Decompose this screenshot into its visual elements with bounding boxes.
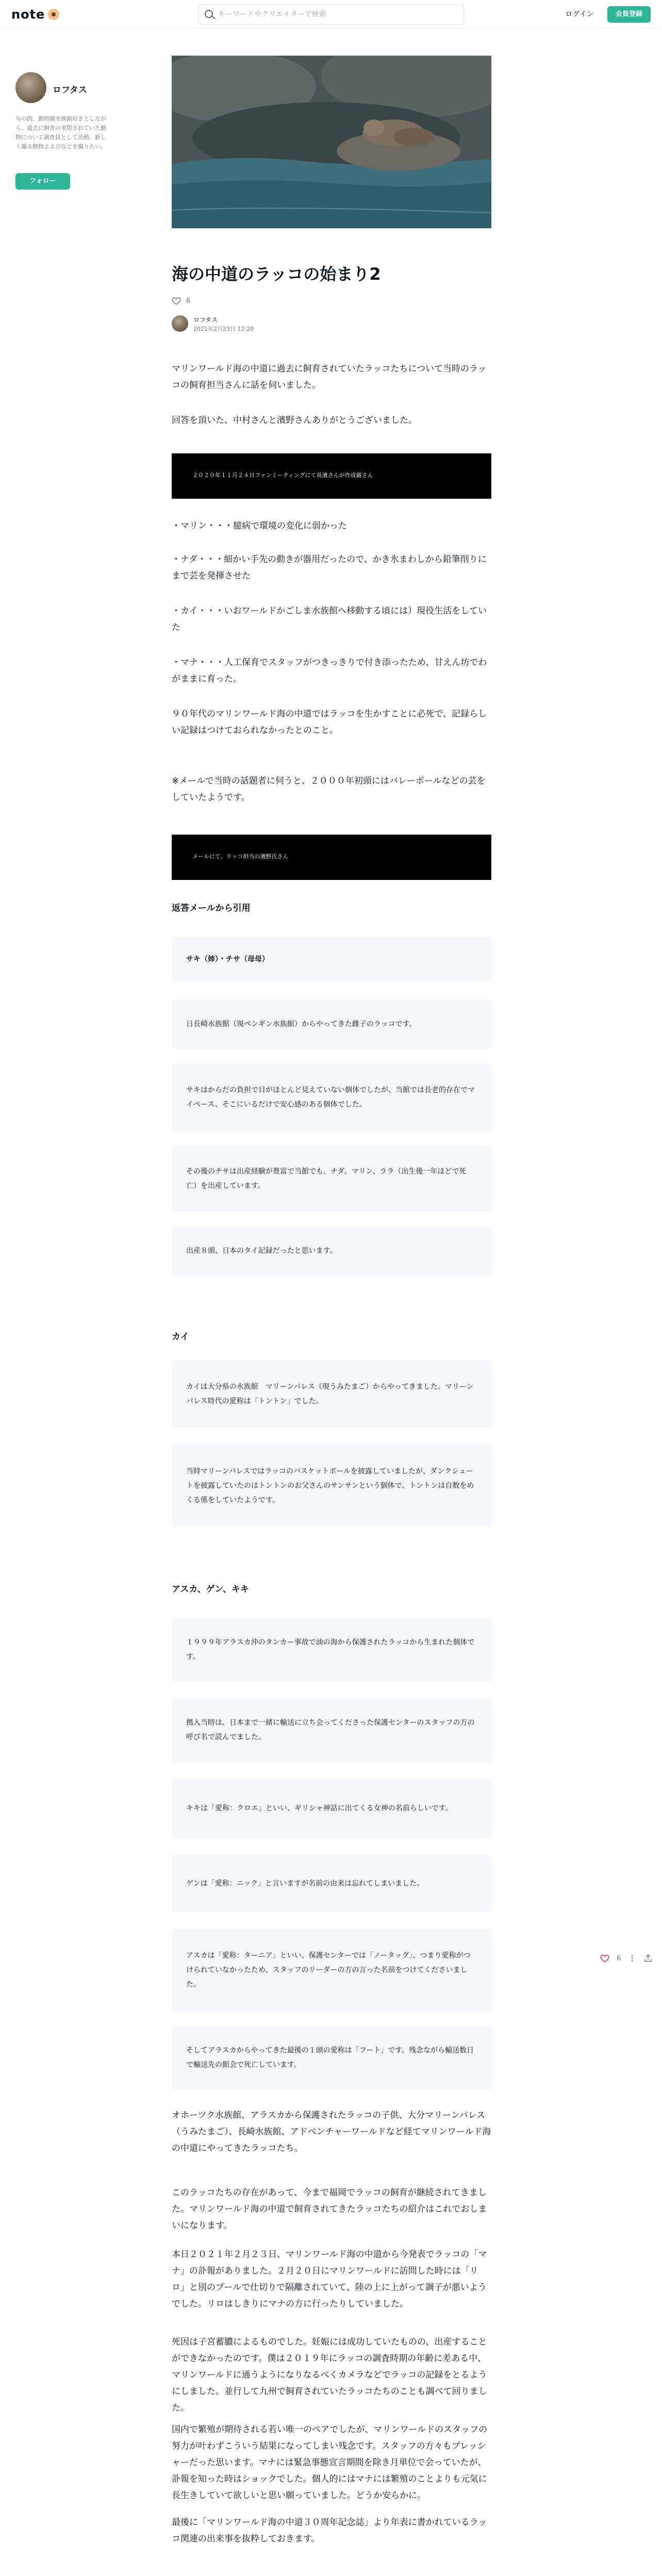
quote-box (172, 1226, 491, 1276)
quote-text: 出産８頭、日本のタイ記録だったと思います。 (186, 1247, 337, 1255)
quote-box (172, 1778, 491, 1838)
quote-text: ゲンは「愛称：ニック」と言いますが名前の由来は忘れてしまいました。 (186, 1879, 424, 1888)
quote-box (172, 1445, 491, 1527)
like-count: 6 (186, 297, 191, 305)
paragraph: ９０年代のマリンワールド海の中道ではラッコを生かすことに必死で、記録らしい記録はつけておられなかったとのこと。 (172, 709, 487, 736)
quote-text: その後のチサは出産経験が豊富で当館でも、ナダ、マリン、ララ（出生後一年ほどで死亡）を出産しています。 (186, 1167, 467, 1190)
site-header (0, 0, 662, 29)
embedded-black-box: ２０２０年１１月２４日ファンミーティングにて長濱さんが作成厳さん (172, 453, 491, 499)
quote-text: アスカは「愛称：ターニア」といい、保護センターでは「ノータッグ」、つまり愛称がつけられていなかったため、スタッフのリーダーの方の言った名前をつけてくださいました。 (186, 1952, 471, 1989)
paragraph: 回答を頂いた、中村さんと濱野さんありがとうございました。 (172, 415, 417, 426)
quote-box (172, 937, 491, 982)
quote-box (172, 2026, 491, 2090)
like-row (172, 295, 190, 307)
author-name[interactable]: ロフタス (193, 316, 218, 324)
more-icon[interactable] (628, 1954, 636, 1962)
author-avatar[interactable] (172, 315, 188, 332)
paragraph: オホーツク水族館、アラスカから保護されたラッコの子供、大分マリーンパレス（うみたまご）、長崎水族館、アドベンチャーワールドなど経てマリンワールド海の中道にやってきたラッコたち。 (172, 2110, 491, 2154)
paragraph: ・マリン・・・臆病で環境の変化に弱かった (172, 521, 347, 531)
logo-badge-icon (48, 9, 59, 20)
search-input[interactable] (218, 7, 455, 22)
paragraph: 最後に「マリンワールド海の中道３０周年記念誌」より年表に書かれているラッコ関連の出来事を抜粋しておきます。 (172, 2517, 487, 2544)
quote-box (172, 1698, 491, 1762)
paragraph: 死因は子宮蓄膿によるものでした。妊娠には成功していたものの、出産することができなかったのです。僕は２０１９年にラッコの調査時期の年齢に差ある中、マリンワールドに通うようになりなるべくカメラなどでラッコの記録をとるようにしました。並行して九州で飼育されていたラッコたちのことも調べて回りました。 (172, 2337, 487, 2413)
heart-icon[interactable] (600, 1954, 609, 1963)
quote-text: キキは「愛称：クロエ」といい、ギリシャ神話に出てくる女神の名前らしいです。 (186, 1804, 453, 1812)
article-title: 海の中道のラッコの始まり2 (172, 264, 381, 284)
quote-text: カイは大分県の水族館 マリーンパレス（現うみたまご）からやってきました。マリーンパレス時代の愛称は「トントン」でした。 (186, 1383, 474, 1405)
quote-box (172, 1146, 491, 1212)
quote-box (172, 1929, 491, 2011)
note-logo[interactable] (11, 7, 59, 22)
quote-box (172, 999, 491, 1049)
paragraph: マリンワールド海の中道に過去に飼育されていたラッコたちについて当時のラッコの飼育担当さんに話を伺いました。 (172, 364, 487, 391)
quote-text: 日長崎水族館（現ペンギン水族館）からやってきた雌子のラッコです。 (186, 1020, 417, 1028)
logo-text: note (11, 7, 45, 22)
search-box[interactable] (198, 4, 464, 25)
section-heading: 返答メールから引用 (172, 903, 251, 913)
paragraph: 国内で繁殖が期待される若い唯一のペアでしたが、マリンワールドのスタッフの努力が叶わずこういう結果になってしまい残念です。スタッフの方々もプレッシャーだった思います。マナには緊急事態宣言期間を除き月単位で会っていたが、訃報を知った時はショックでした。個人的にはマナには繁殖のことよりも元気に長生きしていて欲しいと思い願っていました。どうか安らかに。 (172, 2425, 488, 2501)
creator-name[interactable]: ロフタス (53, 85, 87, 95)
creator-avatar[interactable] (15, 72, 46, 103)
section-heading: カイ (172, 1332, 189, 1342)
paragraph: ・カイ・・・いおワールドかごしま水族館へ移動する頃には）現役生活をしていた (172, 606, 487, 633)
hero-image (172, 56, 491, 228)
quote-text: サキ（姉）・チサ（母母） (186, 955, 269, 963)
paragraph: ・ナダ・・・細かい手先の動きが器用だったので、かき氷まわしから鉛筆削りにまで芸を発揮させた (172, 554, 487, 581)
follow-button[interactable]: フォロー (15, 173, 70, 190)
quote-box (172, 1063, 491, 1131)
paragraph: ・マナ・・・人工保育でスタッフがつきっきりで付き添ったため、甘えん坊でわがままに育った。 (172, 657, 487, 684)
share-icon[interactable] (643, 1954, 653, 1963)
float-like-count: 6 (617, 1954, 621, 1962)
creator-bio: 与の的、動物園水族館好きとしながら、過去に飼育の実際されていた動物について調査員として活動。新しく撮る動物よよびなどを撮りたい。 (15, 115, 106, 150)
quote-text: そしてアラスカからやってきた最後の１頭の愛称は「フート」です。残念ながら輸送数日で輸送先の館会で死亡しています。 (186, 2046, 474, 2069)
floating-action-bar (600, 1953, 653, 1964)
embedded-black-box: メールにて、ラッコ担当の濱野氏さん (172, 835, 491, 880)
paragraph: 本日２０２１年２月２３日、マリンワールド海の中道から今発表でラッコの「マナ」の訃報がありました。２月２０日にマリンワールドに訪問した時には「リロ」と別のプールで仕切りで隔離されていて、陸の上に上がって調子が悪いようでした。リロはしきりにマナの方に行ったりしていました。 (172, 2249, 487, 2309)
quote-text: １９９９年アラスカ沖のタンカー事故で油の海から保護されたラッコから生まれた個体です。 (186, 1638, 475, 1661)
post-date: 2021年2月23日 12:20 (193, 326, 254, 332)
quote-box (172, 1855, 491, 1912)
quote-text: 拠入当時は、日本まで一緒に輸送に立ち会ってくださった保護センターのスタッフの方の呼び名で読んでました。 (186, 1719, 475, 1741)
search-icon (205, 10, 213, 18)
signup-button[interactable]: 会員登録 (607, 6, 651, 23)
section-heading: アスカ、ゲン、キキ (172, 1584, 249, 1595)
paragraph: ※メールで当時の話題者に伺うと、２０００年初頭にはバレーボールなどの芸をしていたようです。 (172, 776, 486, 803)
quote-box (172, 1360, 491, 1428)
quote-text: 当時マリーンパレスではラッコのバスケットボールを披露していましたが、ダンクシュートを披露していたのはトントンのお父さんのサンサンという個体で、トントンは自数をめくる係をしていたようです。 (186, 1467, 474, 1504)
login-button[interactable]: ログイン (565, 10, 594, 19)
quote-text: サキはからだの負担で目がほとんど見えていない個体でしたが、当館では長老的存在でマイペース、そこにいるだけで安心感のある個体でした。 (186, 1086, 475, 1109)
heart-icon[interactable] (172, 296, 181, 306)
paragraph: このラッコたちの存在があって、今まで福岡でラッコの飼育が継続されてきました。マリンワールド海の中道で飼育されてきたラッコたちの紹介はこれでおしまいになります。 (172, 2188, 487, 2231)
quote-box (172, 1618, 491, 1682)
